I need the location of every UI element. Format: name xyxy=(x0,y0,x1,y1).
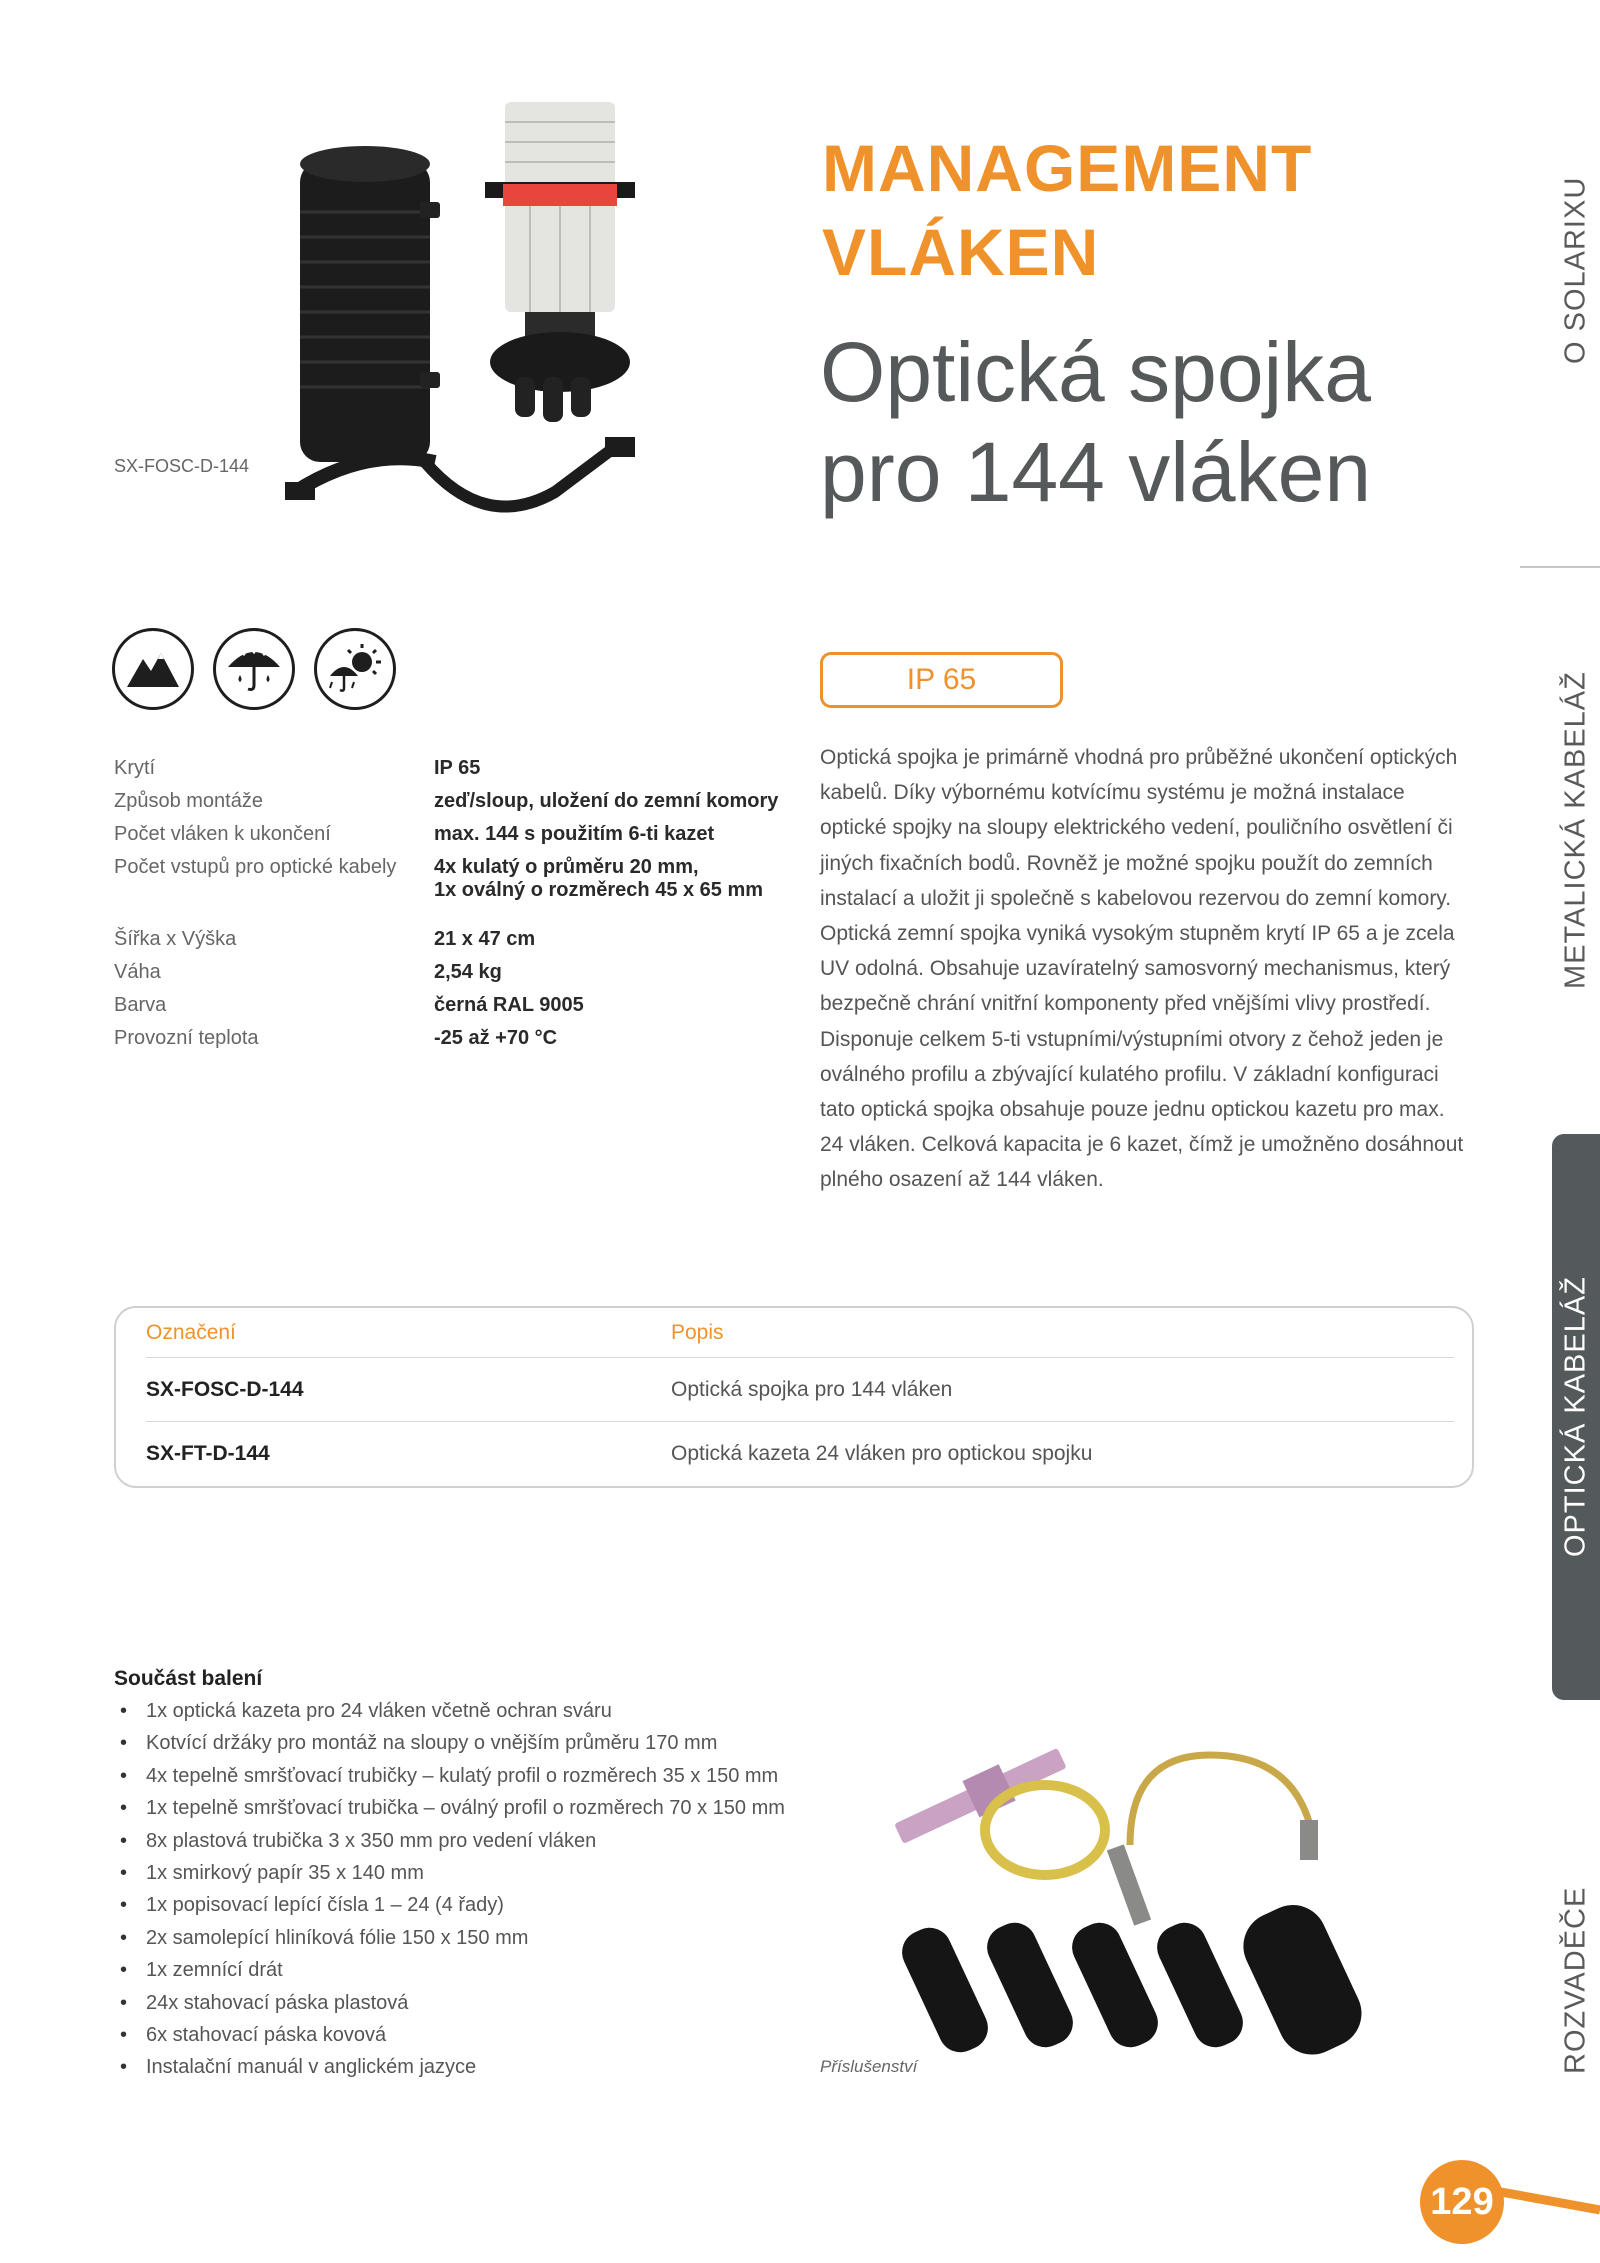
spec-label: Počet vláken k ukončení xyxy=(114,823,331,845)
ip-rating-badge: IP 65 xyxy=(820,652,1063,708)
tab-o-solarixu[interactable]: O SOLARIXU xyxy=(1559,176,1592,364)
spec-label: Barva xyxy=(114,994,167,1016)
list-item: • 24x stahovací páska plastová xyxy=(114,1987,834,2019)
spec-value: zeď/sloup, uložení do zemní komory xyxy=(434,790,779,812)
list-item: • 1x smirkový papír 35 x 140 mm xyxy=(114,1857,834,1889)
spec-row xyxy=(114,923,814,956)
tab-divider xyxy=(1520,566,1600,568)
spec-value: 2,54 kg xyxy=(434,961,502,983)
tab-metalicka-kabelaz[interactable]: METALICKÁ KABELÁŽ xyxy=(1559,671,1592,989)
package-title: Součást balení xyxy=(114,1667,263,1690)
product-image-caption: SX-FOSC-D-144 xyxy=(114,456,250,476)
accessories-caption: Příslušenství xyxy=(820,2057,918,2076)
product-description: Optická spojka je primárně vhodná pro průběžné ukončení optických kabelů. Díky výbornému kotvícímu systému je možná instalace optické spojky na sloupy elektrického vedení, pouličního osvětlení či jiných fixačních bodů. Rovněž je možné spojku použít do zemních instalací a uložit ji společně s kabelovou rezervou do zemní komory. Optická zemní spojka vyniká vysokým stupněm krytí IP 65 a je zcela UV odolná. Obsahuje uzavíratelný samosvorný mechanismus, který bezpečně chrání vnitřní komponenty před vnějšími vlivy prostředí. Disponuje celkem 5-ti vstupními/výstupními otvory z čehož jeden je oválného profilu a zbývající kulatého profilu. V základní konfiguraci tato optická spojka obsahuje pouze jednu optickou kazetu pro max. 24 vláken. Celková kapacita je 6 kazet, čímž je umožněno dosáhnout plného osazení až 144 vláken. xyxy=(820,746,1464,1192)
spec-row xyxy=(114,818,814,851)
spec-row xyxy=(114,752,814,785)
list-item: • Instalační manuál v anglickém jazyce xyxy=(114,2051,834,2083)
spec-label: Krytí xyxy=(114,757,156,779)
table-row xyxy=(146,1422,1454,1486)
product-title-line1: Optická spojka xyxy=(820,325,1371,419)
spec-value: max. 144 s použitím 6-ti kazet xyxy=(434,823,715,845)
table-row xyxy=(146,1358,1454,1422)
spec-label: Šířka x Výška xyxy=(114,928,237,950)
product-title xyxy=(820,322,1380,522)
spec-row xyxy=(114,989,814,1022)
spec-label: Provozní teplota xyxy=(114,1027,259,1049)
spec-label: Počet vstupů pro optické kabely xyxy=(114,856,397,878)
spec-label: Způsob montáže xyxy=(114,790,263,812)
list-item: • 2x samolepící hliníková fólie 150 x 150 mm xyxy=(114,1922,834,1954)
tab-opticka-kabelaz[interactable]: OPTICKÁ KABELÁŽ xyxy=(1552,1134,1600,1700)
table-cell-code: SX-FOSC-D-144 xyxy=(146,1377,304,1401)
spec-row xyxy=(114,851,814,907)
product-table xyxy=(114,1306,1474,1488)
spec-value: černá RAL 9005 xyxy=(434,994,584,1016)
feature-icons xyxy=(112,628,396,710)
package-list xyxy=(114,1695,834,2084)
list-item: • 1x optická kazeta pro 24 vláken včetně ochran sváru xyxy=(114,1695,834,1727)
page-number: 129 xyxy=(1420,2160,1504,2244)
spec-table xyxy=(114,752,814,1055)
page-number-line xyxy=(1490,2180,1600,2230)
list-item: • Kotvící držáky pro montáž na sloupy o vnějším průměru 170 mm xyxy=(114,1727,834,1759)
spec-label: Váha xyxy=(114,961,161,983)
accessories-image xyxy=(880,1735,1420,2075)
list-item: • 1x popisovací lepící čísla 1 – 24 (4 řady) xyxy=(114,1889,834,1921)
spec-value: IP 65 xyxy=(434,757,481,779)
list-item: • 6x stahovací páska kovová xyxy=(114,2019,834,2051)
list-item: • 1x zemnící drát xyxy=(114,1954,834,1986)
category-title-line1: MANAGEMENT xyxy=(822,131,1313,205)
list-item: • 4x tepelně smršťovací trubičky – kulatý profil o rozměrech 35 x 150 mm xyxy=(114,1760,834,1792)
tab-rozvadece[interactable]: ROZVADĚČE xyxy=(1559,1886,1592,2074)
spec-value: 4x kulatý o průměru 20 mm, 1x oválný o rozměrech 45 x 65 mm xyxy=(434,856,764,901)
category-title-line2: VLÁKEN xyxy=(822,215,1100,289)
water-drops-icon xyxy=(213,628,295,710)
category-title xyxy=(822,126,1362,294)
spec-row xyxy=(114,956,814,989)
spec-row xyxy=(114,1022,814,1055)
list-item: • 1x tepelně smršťovací trubička – oválný profil o rozměrech 70 x 150 mm xyxy=(114,1792,834,1824)
mountain-icon xyxy=(112,628,194,710)
table-header-code: Označení xyxy=(146,1320,236,1344)
table-cell-desc: Optická spojka pro 144 vláken xyxy=(671,1377,953,1401)
spec-value: 21 x 47 cm xyxy=(434,928,536,950)
spec-row xyxy=(114,785,814,818)
product-image xyxy=(285,92,635,572)
table-header-desc: Popis xyxy=(671,1320,724,1344)
table-cell-desc: Optická kazeta 24 vláken pro optickou spojku xyxy=(671,1442,1093,1465)
spec-value: -25 až +70 °C xyxy=(434,1027,558,1049)
table-header-row xyxy=(146,1308,1454,1358)
list-item: • 8x plastová trubička 3 x 350 mm pro vedení vláken xyxy=(114,1825,834,1857)
product-title-line2: pro 144 vláken xyxy=(820,425,1372,519)
table-cell-code: SX-FT-D-144 xyxy=(146,1442,270,1465)
sun-rain-icon xyxy=(314,628,396,710)
